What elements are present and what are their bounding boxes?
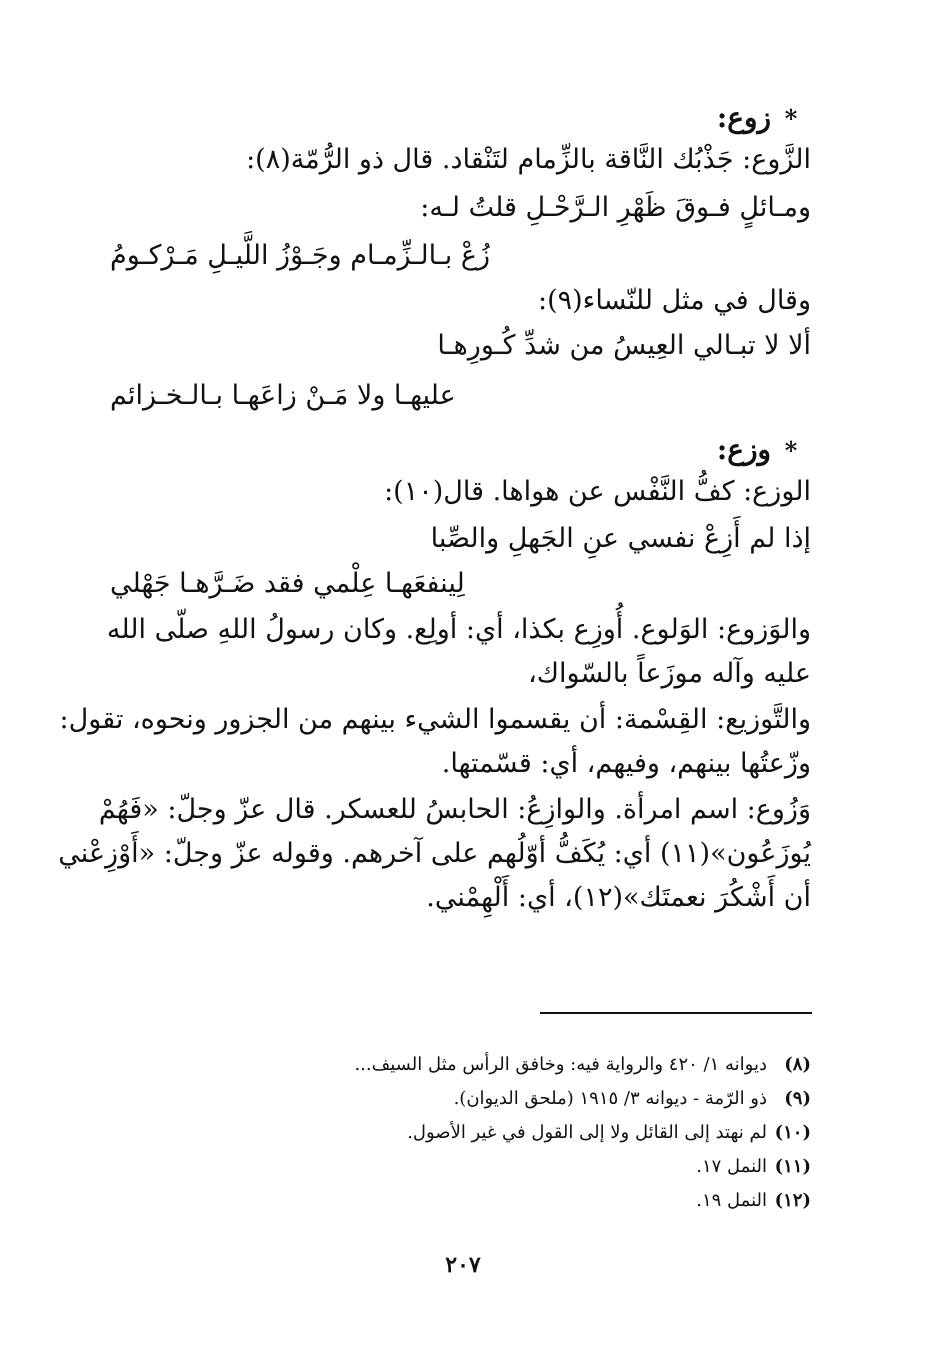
entry-star-icon: *	[784, 436, 798, 465]
text-line: الوزع: كفُّ النَّفْس عن هواها. قال(١٠):	[384, 476, 811, 507]
footnote	[454, 1084, 811, 1114]
footnote-number: (٨)	[784, 1054, 811, 1075]
text-line: وقال في مثل للنّساء(٩):	[537, 285, 811, 316]
entry-heading-text: زوع:	[716, 101, 771, 134]
entry-heading-text: وزع:	[716, 433, 771, 466]
verse-line-second-hemistich: لِينفعَهـا عِلْمي فقد ضَـرَّهـا جَهْلي	[110, 568, 465, 599]
entry-star-icon: *	[784, 104, 798, 133]
footnote	[354, 1050, 811, 1080]
verse-line-second-hemistich: زُعْ بـالـزِّمـام وجَـوْزُ اللَّيـلِ مَـرْكـومُ	[110, 240, 490, 271]
paragraph-line-last: أن أَشْكُرَ نعمتَك»(١٢)، أي: أَلْهِمْني.	[426, 882, 811, 913]
footnote-text: النمل ١٧.	[696, 1156, 767, 1177]
verse-line-first-hemistich: ألا لا تبـالي العِيسُ من شدِّ كُـورِهـا	[437, 330, 811, 361]
entry-heading-wazaa	[717, 430, 811, 471]
footnote-number: (٩)	[784, 1088, 811, 1109]
verse-line-first-hemistich: إذا لم أَزِعْ نفسي عنِ الجَهلِ والصِّبا	[430, 523, 811, 554]
footnote	[696, 1186, 811, 1216]
verse-line-second-hemistich: عليهـا ولا مَـنْ زاعَهـا بـالـخـزائم	[110, 380, 456, 411]
footnote-text: ديوانه ١/ ٤٢٠ والرواية فيه: وخافق الرأس مثل السيف...	[354, 1054, 767, 1075]
footnote	[407, 1118, 811, 1148]
footnote-number: (١٠)	[774, 1122, 811, 1143]
text-line: الزَّوع: جَذْبُك النَّاقة بالزِّمام لتَنْقاد. قال ذو الرُّمّة(٨):	[246, 144, 811, 175]
page-number: ٢٠٧	[445, 1252, 481, 1278]
footnote-text: ذو الرّمة - ديوانه ٣/ ١٩١٥ (ملحق الديوان).	[453, 1088, 767, 1109]
paragraph-line: يُوزَعُون»(١١) أي: يُكَفُّ أوّلُهم على آخرهم. وقوله عزّ وجلّ: «أَوْزِعْني	[58, 838, 811, 869]
paragraph-line: والوَزوع: الوَلوع. أُوزِع بكذا، أي: أولِع. وكان رسولُ اللهِ صلّى الله	[106, 614, 811, 645]
footnote	[696, 1152, 811, 1182]
paragraph-line: وَزُوع: اسم امرأة. والوازِعُ: الحابسُ للعسكر. قال عزّ وجلّ: «فَهُمْ	[98, 794, 811, 825]
footnote-number: (١١)	[774, 1156, 811, 1177]
footnote-text: النمل ١٩.	[696, 1190, 767, 1211]
footnote-number: (١٢)	[774, 1190, 811, 1211]
entry-heading-zawa	[717, 98, 811, 139]
footnote-separator	[540, 1012, 812, 1014]
footnote-text: لم نهتد إلى القائل ولا إلى القول في غير الأصول.	[407, 1122, 767, 1143]
verse-line-first-hemistich: ومـائلٍ فـوقَ ظَهْرِ الـرَّحْـلِ قلتُ لـه:	[420, 192, 811, 223]
paragraph-line-last: وزّعتُها بينهم، وفيهم، أي: قسّمتها.	[441, 748, 811, 779]
paragraph-line: والتَّوزيع: القِسْمة: أن يقسموا الشيء بينهم من الجزور ونحوه، تقول:	[59, 704, 811, 735]
paragraph-line-last: عليه وآله موزَعاً بالسّواك،	[528, 658, 811, 689]
